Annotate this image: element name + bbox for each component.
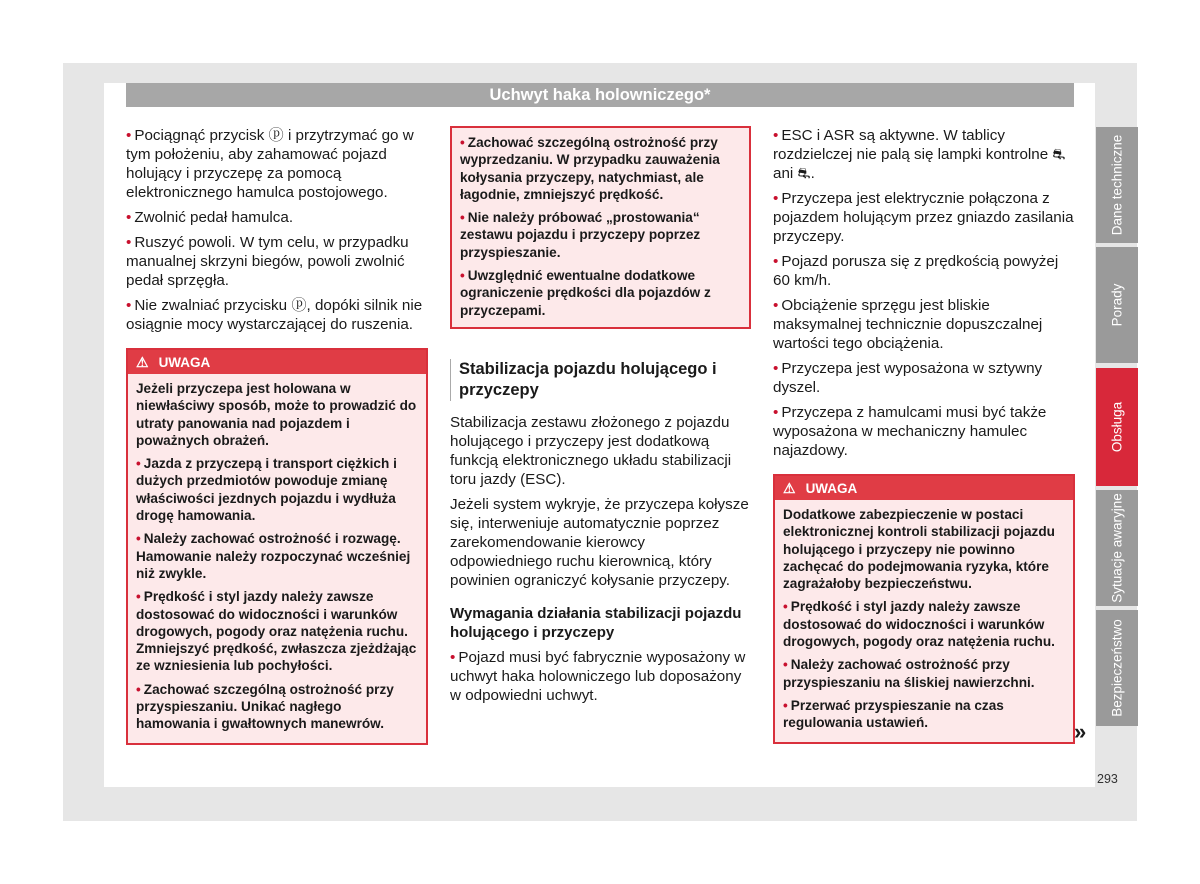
- warning-item: • Uwzględnić ewentualne dodatkowe ograniczenie prędkości dla pojazdów z przyczepami.: [460, 268, 711, 318]
- warning-item: • Należy zachować ostrożność i rozwagę. Hamowanie należy rozpoczynać wcześniej niż zwykle.: [136, 531, 411, 581]
- warning-item: • Należy zachować ostrożność przy przyspieszaniu na śliskiej nawierzchni.: [783, 657, 1035, 690]
- list-item: • Pociągnąć przycisk ⓟ i przytrzymać go w tym położeniu, aby zahamować pojazd holujący i przyczepę za pomocą elektronicznego hamulca postojowego.: [126, 127, 414, 201]
- column-left: [126, 126, 428, 745]
- warning-box: [773, 474, 1075, 744]
- warning-header: ⚠ UWAGA: [775, 476, 1073, 500]
- tab-sytuacje-awaryjne[interactable]: Sytuacje awaryjne: [1096, 490, 1138, 606]
- warning-item: • Jazda z przyczepą i transport ciężkich i dużych przedmiotów powoduje zmianę właściwości jezdnych pojazdu i wydłuża drogę hamowania.: [136, 456, 397, 524]
- list-item: • Pojazd porusza się z prędkością powyżej 60 km/h.: [773, 253, 1059, 289]
- column-middle: [450, 126, 751, 711]
- section-title: Stabilizacja pojazdu holującego i przyczepy: [450, 359, 751, 401]
- column-right: [773, 126, 1075, 744]
- warning-item: • Przerwać przyspieszanie na czas regulowania ustawień.: [783, 697, 1004, 731]
- warning-item: • Zachować szczególną ostrożność przy wyprzedzaniu. W przypadku zauważenia kołysania przyczepy, natychmiast, ale łagodnie, zmniejszyć prędkość.: [460, 135, 720, 202]
- warning-item: • Zachować szczególną ostrożność przy przyspieszaniu. Unikać nagłego hamowania i gwałtownych manewrów.: [136, 681, 394, 732]
- warning-item: • Prędkość i styl jazdy należy zawsze dostosować do widoczności i warunków drogowych, pogody oraz natężenia ruchu.: [783, 599, 1055, 650]
- warning-item: • Nie należy próbować „prostowania“ zestawu pojazdu i przyczepy poprzez przyspieszanie.: [460, 210, 701, 260]
- page-number: 293: [1097, 772, 1118, 786]
- paragraph: Stabilizacja zestawu złożonego z pojazdu holującego i przyczepy jest dodatkową funkcją elektronicznego układu stabilizacji toru jazdy (ESC).: [450, 413, 732, 488]
- warning-lead: Dodatkowe zabezpieczenie w postaci elektronicznej kontroli stabilizacji pojazdu holującego i przyczepy nie powinno zachęcać do podejmowania ryzyka, które zagrażałoby bezpieczeństwu.: [783, 507, 1055, 592]
- list-item: • Przyczepa jest wyposażona w sztywny dyszel.: [773, 360, 1043, 396]
- list-item: • Zwolnić pedał hamulca.: [126, 209, 294, 226]
- tab-porady[interactable]: Porady: [1096, 247, 1138, 363]
- list-item: • Pojazd musi być fabrycznie wyposażony w uchwyt haka holowniczego lub doposażony w odpowiedni uchwyt.: [450, 648, 746, 704]
- list-item: • Ruszyć powoli. W tym celu, w przypadku manualnej skrzyni biegów, powoli zwolnić pedał sprzęgła.: [126, 234, 409, 289]
- continue-chevron-icon: »: [1074, 719, 1087, 744]
- page-title: Uchwyt haka holowniczego*: [126, 83, 1074, 107]
- tab-obsluga[interactable]: Obsługa: [1096, 368, 1138, 486]
- warning-triangle-icon: ⚠: [783, 480, 796, 496]
- list-item: • ESC i ASR są aktywne. W tablicy rozdzielczej nie palą się lampki kontrolne ⛐ ani ⛐.: [773, 127, 1066, 182]
- warning-box: [126, 348, 428, 745]
- warning-item: • Prędkość i styl jazdy należy zawsze dostosować do widoczności i warunków drogowych, pogody oraz natężenia ruchu. Zmniejszyć prędkość, zwłaszcza zjeżdżając ze wzniesienia lub pochyłości.: [136, 589, 417, 674]
- subsection-title: Wymagania działania stabilizacji pojazdu holującego i przyczepy: [450, 604, 742, 641]
- warning-header: ⚠ UWAGA: [128, 350, 426, 374]
- warning-triangle-icon: ⚠: [136, 354, 149, 370]
- warning-lead: Jeżeli przyczepa jest holowana w niewłaściwy sposób, może to prowadzić do utraty panowania nad pojazdem i poważnych obrażeń.: [136, 381, 417, 448]
- warning-continuation-box: [450, 126, 751, 329]
- list-item: • Przyczepa z hamulcami musi być także wyposażona w mechaniczny hamulec najazdowy.: [773, 404, 1047, 459]
- list-item: • Nie zwalniać przycisku ⓟ, dopóki silnik nie osiągnie mocy wystarczającej do ruszenia.: [126, 297, 423, 333]
- list-item: • Obciążenie sprzęgu jest bliskie maksymalnej technicznie dopuszczalnej wartości tego obciążenia.: [773, 297, 1043, 352]
- list-item: • Przyczepa jest elektrycznie połączona z pojazdem holującym przez gniazdo zasilania przyczepy.: [773, 190, 1074, 245]
- tab-bezpieczenstwo[interactable]: Bezpieczeństwo: [1096, 610, 1138, 726]
- paragraph: Jeżeli system wykryje, że przyczepa kołysze się, interweniuje automatycznie poprzez zarekomendowanie kierowcy odpowiedniego ruchu kierownicą, który powinien ograniczyć kołysanie przyczepy.: [450, 495, 749, 589]
- tab-dane-techniczne[interactable]: Dane techniczne: [1096, 127, 1138, 243]
